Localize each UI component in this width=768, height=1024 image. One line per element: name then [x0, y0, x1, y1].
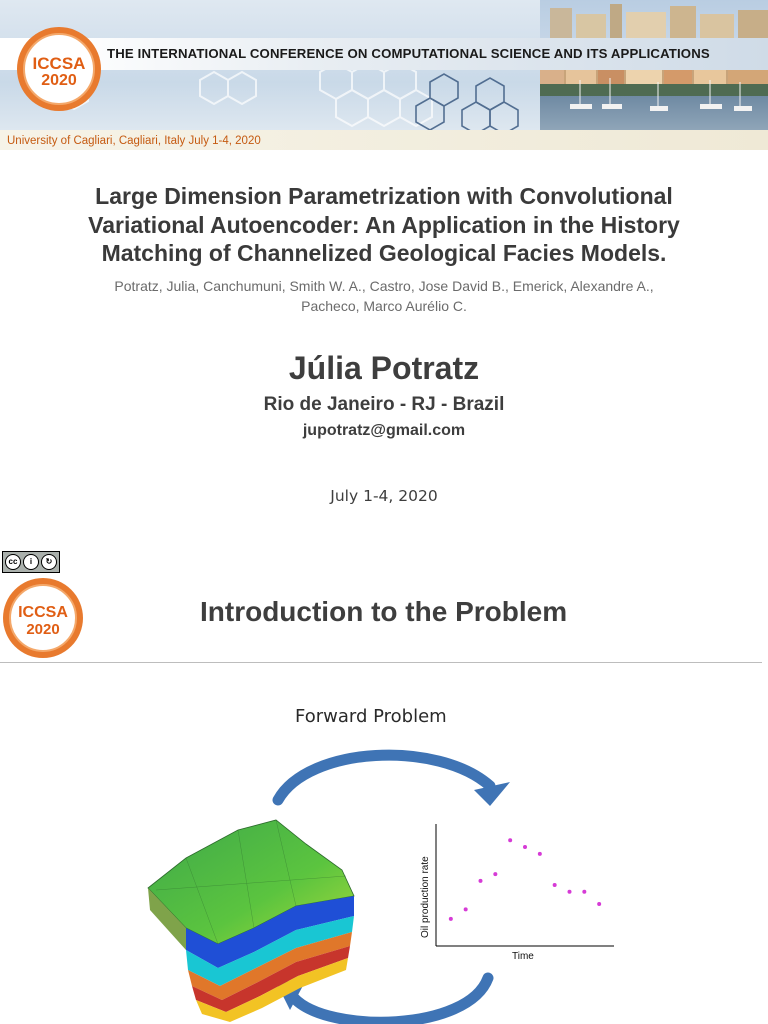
x-axis-label: Time	[512, 951, 534, 962]
iccsa-logo	[3, 578, 83, 658]
title-divider	[0, 662, 762, 663]
data-point	[508, 838, 512, 842]
presenter-location: Rio de Janeiro - RJ - Brazil	[263, 394, 505, 415]
data-point	[449, 917, 453, 921]
authors-line: Pacheco, Marco Aurélio C.	[301, 298, 467, 314]
presenter-name: Júlia Potratz	[288, 350, 480, 386]
title-line: Matching of Channelized Geological Facies Models.	[101, 240, 667, 266]
presenter-email[interactable]: jupotratz@gmail.com	[302, 422, 466, 439]
geological-model-illustration	[146, 800, 358, 1024]
data-point	[538, 852, 542, 856]
sa-icon: ↻	[41, 554, 57, 570]
logo-year: 2020	[26, 621, 60, 638]
data-point	[582, 890, 586, 894]
cc-icon: cc	[5, 554, 21, 570]
venue-and-dates: University of Cagliari, Cagliari, Italy July 1-4, 2020	[7, 135, 261, 147]
oil-production-scatter-chart	[410, 818, 620, 968]
title-line: Large Dimension Parametrization with Convolutional	[95, 183, 673, 209]
forward-problem-label: Forward Problem	[295, 706, 447, 727]
by-icon: i	[23, 554, 39, 570]
y-axis-label: Oil production rate	[420, 856, 431, 938]
data-point	[464, 907, 468, 911]
data-point	[479, 879, 483, 883]
logo-acronym: ICCSA	[32, 54, 86, 73]
title-line: Variational Autoencoder: An Application in the History	[88, 211, 680, 238]
iccsa-logo	[17, 27, 101, 111]
data-points	[449, 838, 601, 921]
conference-banner	[0, 0, 768, 150]
author-list	[40, 276, 728, 316]
conference-name: THE INTERNATIONAL CONFERENCE ON COMPUTATIONAL SCIENCE AND ITS APPLICATIONS	[107, 46, 710, 61]
data-point	[553, 883, 557, 887]
data-point	[493, 872, 497, 876]
paper-title	[20, 182, 748, 268]
forward-arrow	[268, 738, 518, 808]
logo-year: 2020	[41, 72, 77, 89]
creative-commons-badge	[2, 551, 60, 573]
data-point	[597, 902, 601, 906]
authors-line: Potratz, Julia, Canchumuni, Smith W. A., Castro, Jose David B., Emerick, Alexandre A.,	[114, 278, 654, 294]
logo-acronym: ICCSA	[18, 604, 68, 621]
slide-title: Introduction to the Problem	[200, 596, 568, 627]
presentation-date: July 1-4, 2020	[330, 487, 438, 505]
data-point	[568, 890, 572, 894]
data-point	[523, 845, 527, 849]
